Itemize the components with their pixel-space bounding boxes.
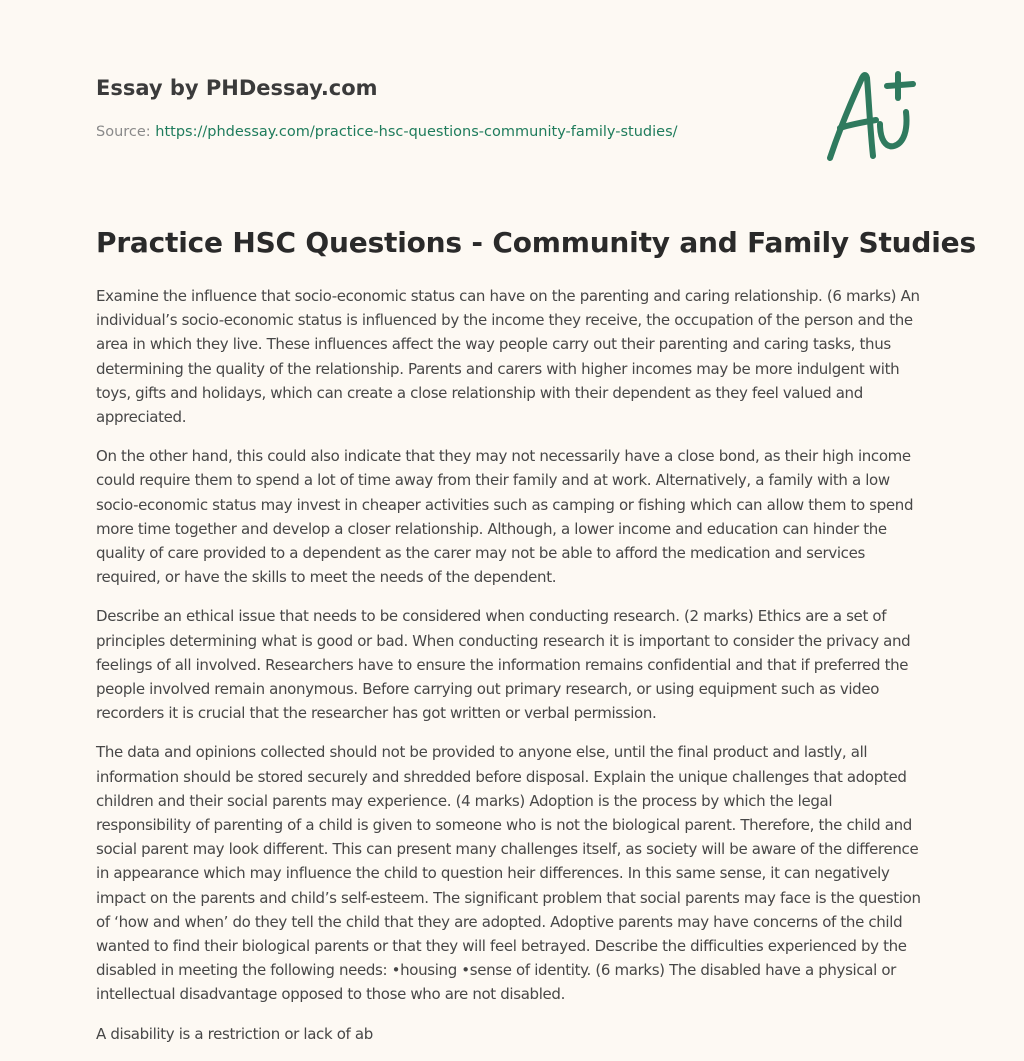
source-label: Source: bbox=[96, 124, 151, 140]
essay-title: Practice HSC Questions - Community and Family Studies bbox=[96, 226, 976, 259]
source-link[interactable]: https://phdessay.com/practice-hsc-questions-community-family-studies/ bbox=[155, 124, 678, 140]
paragraph: The data and opinions collected should not be provided to anyone else, until the final product and lastly, all information should be stored securely and shredded before disposal. Explain the unique challenges that adopted children and their social parents may experience. (4 marks) Adoption is the process by which the legal responsibility of parenting of a child is given to someone who is not the biological parent. Therefore, the child and social parent may look different. This can present many challenges itself, as society will be aware of the difference in appearance which may influence the child to question heir differences. In this same sense, it can negatively impact on the parents and child’s self-esteem. The significant problem that social parents may face is the question of ‘how and when’ do they tell the child that they are adopted. Adoptive parents may have concerns of the child wanted to find their biological parents or that they will feel betrayed. Describe the difficulties experienced by the disabled in meeting the following needs: •housing •sense of identity. (6 marks) The disabled have a physical or intellectual disadvantage opposed to those who are not disabled. bbox=[96, 743, 921, 1004]
paragraph: A disability is a restriction or lack of ab bbox=[96, 1024, 373, 1043]
paragraph: Examine the influence that socio-economic status can have on the parenting and caring relationship. (6 marks) An individual’s socio-economic status is influenced by the income they receive, the occupation of the person and the area in which they live. These influences affect the way people carry out their parenting and caring tasks, thus determining the quality of the relationship. Parents and carers with higher incomes may be more indulgent with toys, gifts and holidays, which can create a close relationship with their dependent as they feel valued and appreciated. bbox=[96, 287, 920, 427]
paragraph: On the other hand, this could also indicate that they may not necessarily have a close bond, as their high income could require them to spend a lot of time away from their family and at work. Alternatively, a family with a low socio-economic status may invest in cheaper activities such as camping or fishing which can allow them to spend more time together and develop a closer relationship. Although, a lower income and education can hinder the quality of care provided to a dependent as the carer may not be able to afford the medication and services required, or have the skills to meet the needs of the dependent. bbox=[96, 447, 914, 587]
site-title: Essay by PHDessay.com bbox=[96, 76, 378, 100]
source-line bbox=[96, 124, 678, 140]
essay-body bbox=[96, 284, 930, 1061]
a-plus-icon bbox=[818, 66, 934, 166]
paragraph: Describe an ethical issue that needs to be considered when conducting research. (2 marks) Ethics are a set of principles determining what is good or bad. When conducting research it is important to consider the privacy and feelings of all involved. Researchers have to ensure the information remains confidential and that if preferred the people involved remain anonymous. Before carrying out primary research, or using equipment such as video recorders it is crucial that the researcher has got written or verbal permission. bbox=[96, 607, 911, 723]
